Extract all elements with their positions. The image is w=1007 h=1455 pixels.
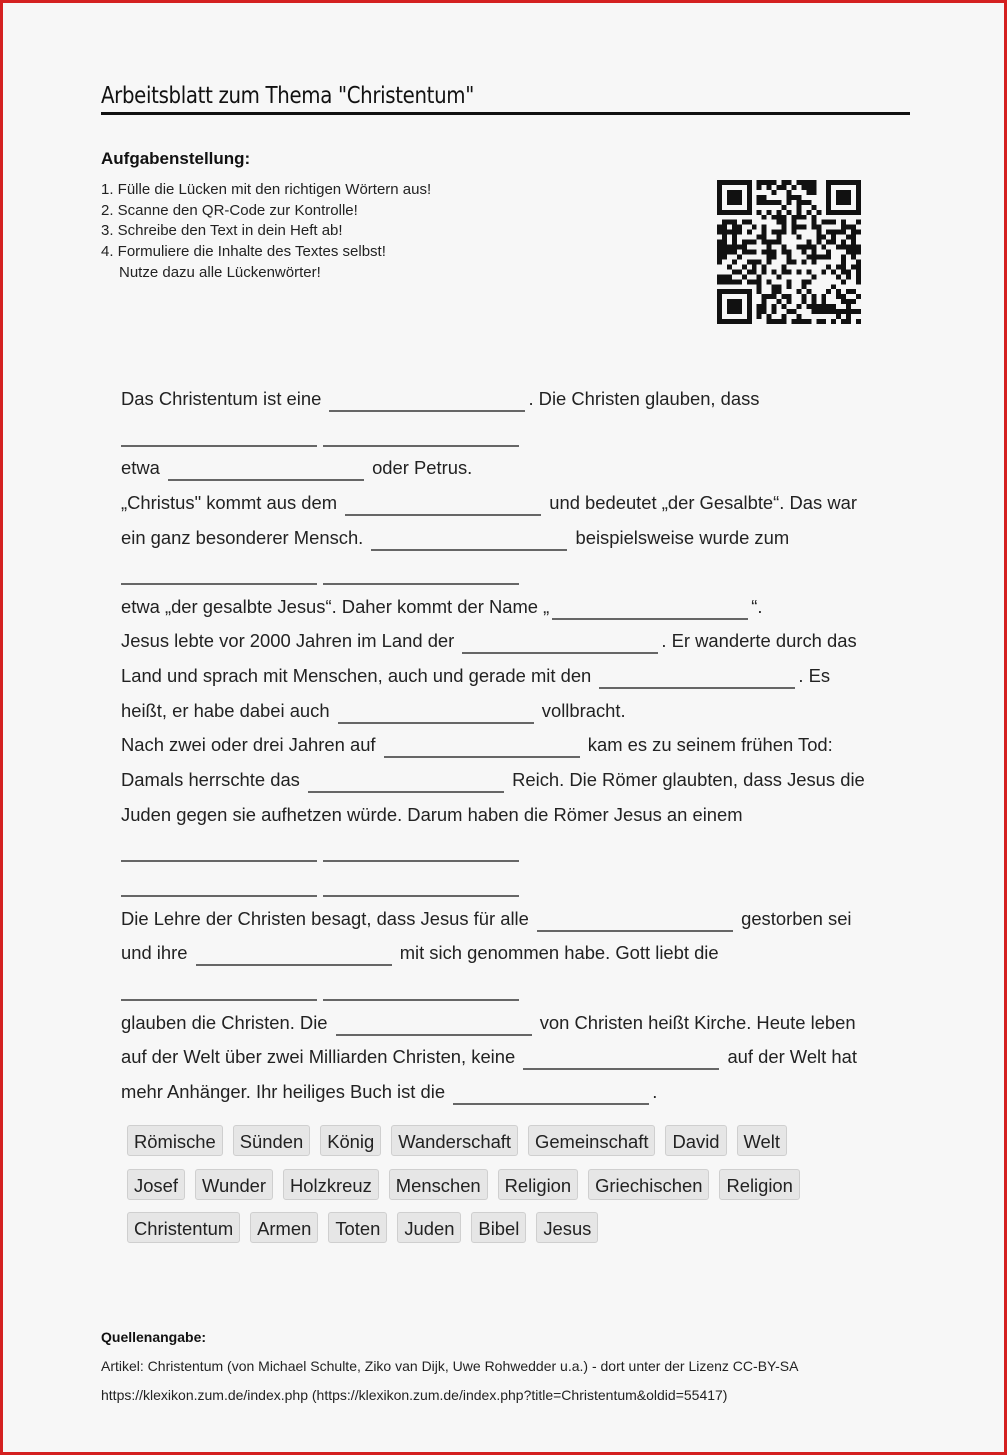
word-chip[interactable]: Armen bbox=[250, 1212, 318, 1243]
cloze-line bbox=[121, 798, 901, 833]
cloze-line bbox=[121, 936, 901, 971]
task-heading: Aufgabenstellung: bbox=[101, 149, 251, 168]
cloze-line bbox=[121, 694, 901, 729]
cloze-text-segment: gestorben sei bbox=[735, 907, 852, 929]
blank-field[interactable] bbox=[453, 1102, 649, 1105]
cloze-text-segment: auf der Welt hat bbox=[722, 1046, 857, 1068]
blank-field[interactable] bbox=[537, 929, 733, 932]
word-chip[interactable]: David bbox=[665, 1125, 726, 1156]
word-chip[interactable]: Welt bbox=[737, 1125, 787, 1156]
cloze-line bbox=[121, 382, 901, 417]
sources-heading: Quellenangabe: bbox=[101, 1329, 207, 1345]
cloze-line bbox=[121, 417, 901, 452]
cloze-text-segment: ein ganz besonderer Mensch. bbox=[121, 526, 369, 548]
task-item: 3. Schreibe den Text in dein Heft ab! bbox=[101, 222, 343, 240]
cloze-text-segment: Land und sprach mit Menschen, auch und gerade mit den bbox=[121, 665, 597, 687]
cloze-line bbox=[121, 832, 901, 867]
word-bank-row bbox=[127, 1125, 887, 1169]
cloze-line bbox=[121, 624, 901, 659]
blank-field[interactable] bbox=[323, 444, 519, 447]
cloze-text-segment: „Christus" kommt aus dem bbox=[121, 491, 343, 513]
source-article: Artikel: Christentum (von Michael Schulte, Ziko van Dijk, Uwe Rohwedder u.a.) - dort unter der Lizenz CC-BY-SA bbox=[101, 1358, 799, 1374]
blank-field[interactable] bbox=[384, 755, 580, 758]
cloze-text-segment: etwa „der gesalbte Jesus“. Daher kommt der Name „ bbox=[121, 595, 550, 617]
blank-field[interactable] bbox=[336, 1033, 532, 1036]
blank-field[interactable] bbox=[323, 859, 519, 862]
cloze-line bbox=[121, 1040, 901, 1075]
blank-field[interactable] bbox=[599, 686, 795, 689]
word-chip[interactable]: Wunder bbox=[195, 1169, 273, 1200]
task-list bbox=[101, 180, 431, 284]
cloze-text-segment: Die Lehre der Christen besagt, dass Jesus für alle bbox=[121, 907, 534, 929]
task-item: 4. Formuliere die Inhalte des Textes selbst! bbox=[101, 243, 386, 261]
blank-field[interactable] bbox=[462, 651, 658, 654]
cloze-text-segment: mehr Anhänger. Ihr heiliges Buch ist die bbox=[121, 1080, 451, 1102]
cloze-text-segment: Damals herrschte das bbox=[121, 769, 305, 791]
cloze-text-segment: mit sich genommen habe. Gott liebt die bbox=[394, 942, 719, 964]
word-chip[interactable]: Christentum bbox=[127, 1212, 240, 1243]
cloze-text-segment: glauben die Christen. Die bbox=[121, 1011, 333, 1033]
cloze-line bbox=[121, 486, 901, 521]
cloze-text-segment: . Er wanderte durch das bbox=[661, 630, 857, 652]
task-item: 2. Scanne den QR-Code zur Kontrolle! bbox=[101, 201, 358, 219]
word-chip[interactable]: Josef bbox=[127, 1169, 185, 1200]
cloze-text-segment: . Die Christen glauben, dass bbox=[528, 388, 760, 409]
word-bank-row bbox=[127, 1212, 887, 1256]
blank-field[interactable] bbox=[371, 548, 567, 551]
cloze-text-segment: Reich. Die Römer glaubten, dass Jesus die bbox=[506, 769, 865, 791]
cloze-text-segment: und ihre bbox=[121, 942, 193, 964]
cloze-text-segment: beispielsweise wurde zum bbox=[570, 526, 790, 548]
blank-field[interactable] bbox=[552, 617, 748, 620]
cloze-text-segment: . Es bbox=[798, 665, 831, 687]
cloze-text bbox=[121, 382, 901, 1109]
cloze-text-segment: oder Petrus. bbox=[366, 457, 473, 479]
word-chip[interactable]: Juden bbox=[397, 1212, 461, 1243]
cloze-text-segment: “. bbox=[751, 595, 763, 617]
word-bank-row bbox=[127, 1169, 887, 1213]
blank-field[interactable] bbox=[168, 478, 364, 481]
word-chip[interactable]: Religion bbox=[498, 1169, 578, 1200]
cloze-line bbox=[121, 1075, 901, 1110]
cloze-text-segment: kam es zu seinem frühen Tod: bbox=[582, 734, 833, 756]
cloze-text-segment: Das Christentum ist eine bbox=[121, 388, 327, 409]
blank-field[interactable] bbox=[121, 894, 317, 897]
blank-field[interactable] bbox=[121, 444, 317, 447]
cloze-line bbox=[121, 763, 901, 798]
title-underline bbox=[101, 112, 910, 115]
word-chip[interactable]: Bibel bbox=[471, 1212, 526, 1243]
cloze-text-segment: und bedeutet „der Gesalbte“. Das war bbox=[544, 491, 857, 513]
word-chip[interactable]: Toten bbox=[328, 1212, 387, 1243]
blank-field[interactable] bbox=[121, 582, 317, 585]
word-chip[interactable]: Wanderschaft bbox=[391, 1125, 518, 1156]
cloze-line bbox=[121, 1006, 901, 1041]
blank-field[interactable] bbox=[323, 894, 519, 897]
task-item-continuation: Nutze dazu alle Lückenwörter! bbox=[119, 263, 321, 281]
cloze-line bbox=[121, 451, 901, 486]
blank-field[interactable] bbox=[308, 790, 504, 793]
task-item: 1. Fülle die Lücken mit den richtigen Wörtern aus! bbox=[101, 181, 432, 198]
cloze-line bbox=[121, 555, 901, 590]
source-url[interactable]: https://klexikon.zum.de/index.php (https://klexikon.zum.de/index.php?title=Christentum&oldid=55417) bbox=[101, 1387, 728, 1403]
blank-field[interactable] bbox=[196, 963, 392, 966]
page-title: Arbeitsblatt zum Thema "Christentum" bbox=[101, 83, 474, 109]
cloze-line bbox=[121, 902, 901, 937]
cloze-text-segment: Jesus lebte vor 2000 Jahren im Land der bbox=[121, 630, 460, 652]
blank-field[interactable] bbox=[323, 998, 519, 1001]
cloze-text-segment: . bbox=[652, 1080, 658, 1102]
cloze-text-segment: von Christen heißt Kirche. Heute leben bbox=[534, 1011, 856, 1033]
cloze-text-segment: etwa bbox=[121, 457, 165, 479]
cloze-text-segment: auf der Welt über zwei Milliarden Christen, keine bbox=[121, 1046, 521, 1068]
blank-field[interactable] bbox=[329, 409, 525, 412]
cloze-line bbox=[121, 971, 901, 1006]
cloze-text-segment: Juden gegen sie aufhetzen würde. Darum haben die Römer Jesus an einem bbox=[121, 803, 743, 825]
word-chip[interactable]: Römische bbox=[127, 1125, 223, 1156]
qr-code-icon[interactable] bbox=[717, 180, 861, 324]
cloze-line bbox=[121, 521, 901, 556]
word-chip[interactable]: Menschen bbox=[389, 1169, 488, 1200]
cloze-text-segment: Nach zwei oder drei Jahren auf bbox=[121, 734, 381, 756]
cloze-line bbox=[121, 590, 901, 625]
word-chip[interactable]: Gemeinschaft bbox=[528, 1125, 655, 1156]
word-chip[interactable]: Griechischen bbox=[588, 1169, 709, 1200]
cloze-text-segment: vollbracht. bbox=[536, 699, 626, 721]
word-chip[interactable]: Holzkreuz bbox=[283, 1169, 379, 1200]
cloze-text-segment: heißt, er habe dabei auch bbox=[121, 699, 335, 721]
blank-field[interactable] bbox=[323, 582, 519, 585]
cloze-line bbox=[121, 867, 901, 902]
word-bank bbox=[127, 1125, 887, 1256]
blank-field[interactable] bbox=[345, 513, 541, 516]
blank-field[interactable] bbox=[523, 1067, 719, 1070]
blank-field[interactable] bbox=[121, 998, 317, 1001]
word-chip[interactable]: Religion bbox=[719, 1169, 799, 1200]
blank-field[interactable] bbox=[121, 859, 317, 862]
cloze-line bbox=[121, 728, 901, 763]
word-chip[interactable]: Jesus bbox=[536, 1212, 598, 1243]
word-chip[interactable]: Sünden bbox=[233, 1125, 310, 1156]
cloze-line bbox=[121, 659, 901, 694]
blank-field[interactable] bbox=[338, 721, 534, 724]
word-chip[interactable]: König bbox=[320, 1125, 381, 1156]
